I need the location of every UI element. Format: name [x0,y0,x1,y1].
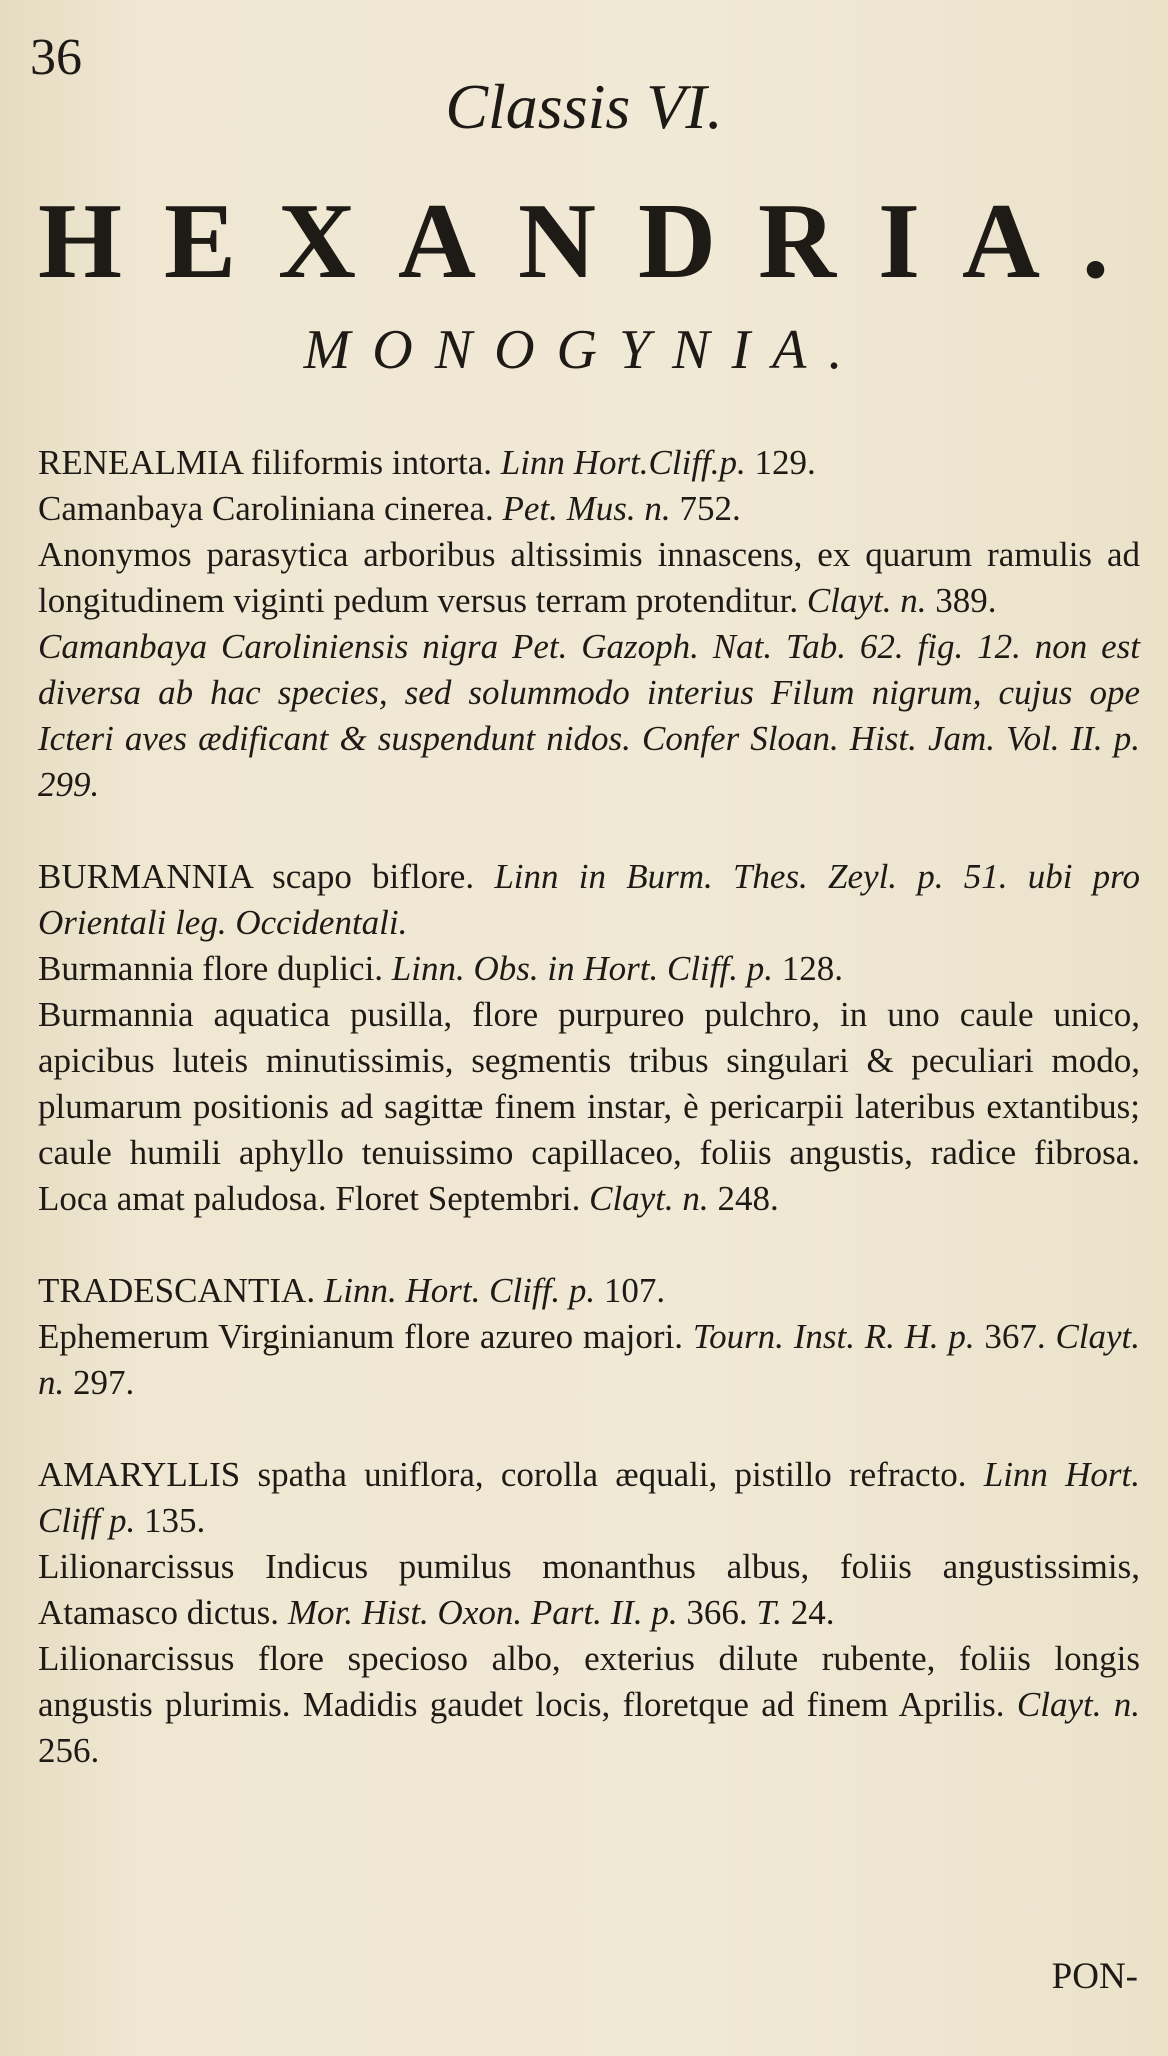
text-run: 128. [772,949,843,988]
italic-citation: Linn. Hort. Cliff. p. [323,1271,596,1310]
text-run: RENEALMIA filiformis intorta. [38,443,501,482]
species-entry [38,440,1140,808]
species-entry [38,1268,1140,1406]
text-run: Lilionarcissus flore specioso albo, exterius dilute rubente, foliis longis angustis plurimis. Madidis gaudet locis, floretque ad finem Aprilis. [38,1639,1140,1724]
italic-citation: Mor. Hist. Oxon. Part. II. p. [287,1593,678,1632]
text-run: 389. [926,581,997,620]
text-run: 366. [677,1593,757,1632]
entry-paragraph [38,486,1140,532]
italic-citation: Linn in Burm. Thes. Zeyl. p. 51. ubi pro Orientali leg. Occidentali. [38,857,1140,942]
entry-paragraph [38,1268,1140,1314]
text-run: Ephemerum Virginianum flore azureo majori. [38,1317,693,1356]
class-title: Classis VI. [445,71,723,142]
entry-paragraph [38,532,1140,624]
entry-paragraph [38,992,1140,1222]
text-run: 129. [745,443,816,482]
entry-paragraph [38,854,1140,946]
text-run: AMARYLLIS spatha uniflora, corolla æquali, pistillo refracto. [38,1455,984,1494]
text-run: BURMANNIA scapo biflore. [38,857,495,896]
entry-paragraph [38,1314,1140,1406]
main-title: HEXANDRIA. [38,182,1152,301]
text-run: 752. [670,489,741,528]
text-run: TRADESCANTIA. [38,1271,324,1310]
body-text [38,440,1140,1820]
text-run: Burmannia flore duplici. [38,949,392,988]
text-run: 367. [974,1317,1056,1356]
entry-paragraph [38,1452,1140,1544]
italic-citation: Camanbaya Caroliniensis nigra Pet. Gazoph. Nat. Tab. 62. fig. 12. non est diversa ab hac species, sed solummodo interius Filum nigrum, cujus ope Icteri aves ædificant & suspendunt nidos. Confer Sloan. Hist. Jam. Vol. II. p. 299. [38,627,1140,804]
text-run: 256. [38,1731,100,1770]
species-entry [38,1452,1140,1774]
sub-title: MONOGYNIA. [303,319,865,381]
text-run: 107. [595,1271,666,1310]
page-number: 36 [30,29,82,86]
text-run: Burmannia aquatica pusilla, flore purpureo pulchro, in uno caule unico, apicibus luteis minutissimis, segmentis tribus singulari & peculiari modo, plumarum positionis ad sagittæ finem instar, è pericarpii lateribus extantibus; caule humili aphyllo tenuissimo capillaceo, foliis angustis, radice fibrosa. Loca amat paludosa. Floret Septembri. [38,995,1140,1218]
entry-paragraph [38,624,1140,808]
text-run: 248. [708,1179,779,1218]
text-run: Camanbaya Caroliniana cinerea. [38,489,503,528]
italic-citation: Clayt. n. [1016,1685,1141,1724]
text-run: Anonymos parasytica arboribus altissimis innascens, ex quarum ramulis ad longitudinem viginti pedum versus terram protenditur. [38,535,1140,620]
text-run: Lilionarcissus Indicus pumilus monanthus albus, foliis angustissimis, Atamasco dictus. [38,1547,1140,1632]
entry-paragraph [38,1636,1140,1774]
text-run: 24. [782,1593,835,1632]
italic-citation: T. [756,1593,783,1632]
entry-paragraph [38,946,1140,992]
species-entry [38,854,1140,1222]
italic-citation: Tourn. Inst. R. H. p. [692,1317,975,1356]
entry-paragraph [38,440,1140,486]
catch-word: PON- [1051,1956,1138,1997]
italic-citation: Linn Hort.Cliff.p. [500,443,746,482]
italic-citation: Clayt. n. [38,1317,1141,1402]
italic-citation: Clayt. n. [589,1179,709,1218]
text-run: 297. [64,1363,135,1402]
italic-citation: Linn. Obs. in Hort. Cliff. p. [391,949,773,988]
entry-paragraph [38,1544,1140,1636]
text-run: 135. [135,1501,206,1540]
italic-citation: Pet. Mus. n. [502,489,671,528]
italic-citation: Linn Hort. Cliff p. [38,1455,1141,1540]
italic-citation: Clayt. n. [806,581,927,620]
